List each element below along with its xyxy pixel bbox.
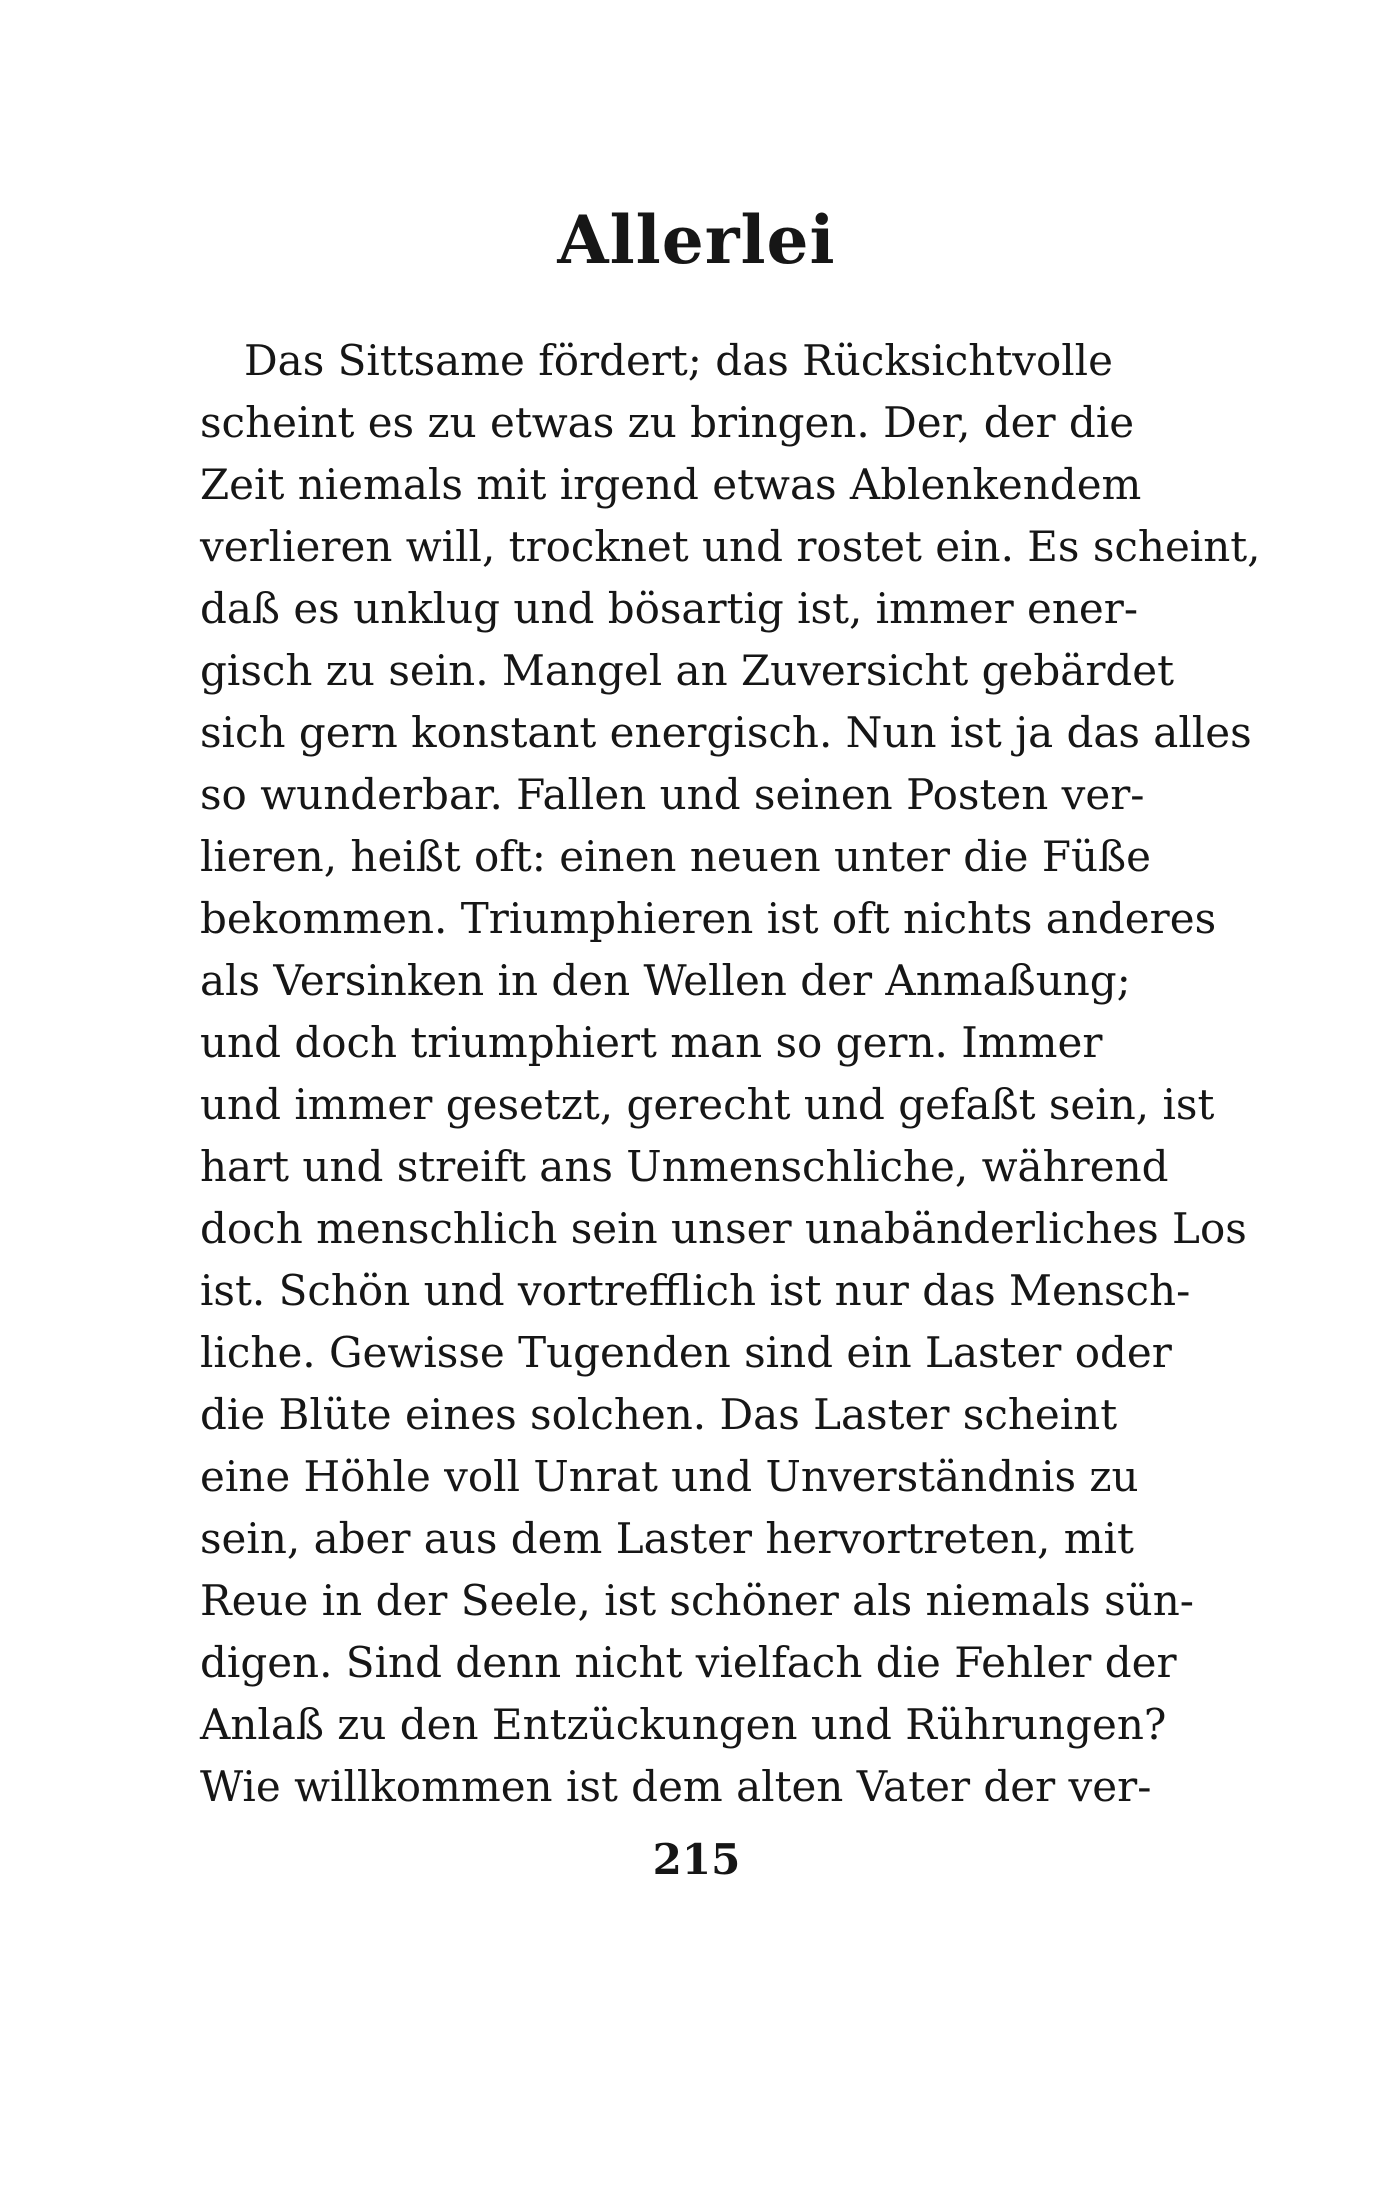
text-line: lieren, heißt oft: einen neuen unter die Füße bbox=[200, 832, 1151, 881]
text-line: sein, aber aus dem Laster hervortreten, mit bbox=[200, 1514, 1134, 1563]
text-line: sich gern konstant energisch. Nun ist ja das alles bbox=[200, 708, 1252, 757]
text-line: scheint es zu etwas zu bringen. Der, der die bbox=[200, 398, 1135, 447]
text-line: Wie willkommen ist dem alten Vater der ver- bbox=[200, 1762, 1152, 1811]
text-line: digen. Sind denn nicht vielfach die Fehler der bbox=[200, 1638, 1177, 1687]
body-text bbox=[200, 330, 1261, 1818]
text-line: doch menschlich sein unser unabänderliches Los bbox=[200, 1204, 1247, 1253]
text-line: daß es unklug und bösartig ist, immer ener- bbox=[200, 584, 1139, 633]
text-line: Zeit niemals mit irgend etwas Ablenkendem bbox=[200, 460, 1142, 509]
text-line: die Blüte eines solchen. Das Laster scheint bbox=[200, 1390, 1118, 1439]
text-line: gisch zu sein. Mangel an Zuversicht gebärdet bbox=[200, 646, 1175, 695]
text-line: bekommen. Triumphieren ist oft nichts anderes bbox=[200, 894, 1217, 943]
text-line: ist. Schön und vortrefflich ist nur das Mensch- bbox=[200, 1266, 1191, 1315]
page-title: Allerlei bbox=[557, 201, 836, 279]
text-line: liche. Gewisse Tugenden sind ein Laster oder bbox=[200, 1328, 1172, 1377]
text-line: und doch triumphiert man so gern. Immer bbox=[200, 1018, 1103, 1067]
text-line: als Versinken in den Wellen der Anmaßung; bbox=[200, 956, 1131, 1005]
text-line: Das Sittsame fördert; das Rücksichtvolle bbox=[244, 336, 1113, 385]
text-line: Anlaß zu den Entzückungen und Rührungen? bbox=[200, 1700, 1167, 1749]
page-number: 215 bbox=[652, 1835, 741, 1884]
text-line: und immer gesetzt, gerecht und gefaßt sein, ist bbox=[200, 1080, 1215, 1129]
text-line: hart und streift ans Unmenschliche, während bbox=[200, 1142, 1169, 1191]
text-line: verlieren will, trocknet und rostet ein. Es scheint, bbox=[200, 522, 1261, 571]
text-line: Reue in der Seele, ist schöner als niemals sün- bbox=[200, 1576, 1194, 1625]
text-line: eine Höhle voll Unrat und Unverständnis zu bbox=[200, 1452, 1139, 1501]
text-line: so wunderbar. Fallen und seinen Posten ver- bbox=[200, 770, 1145, 819]
